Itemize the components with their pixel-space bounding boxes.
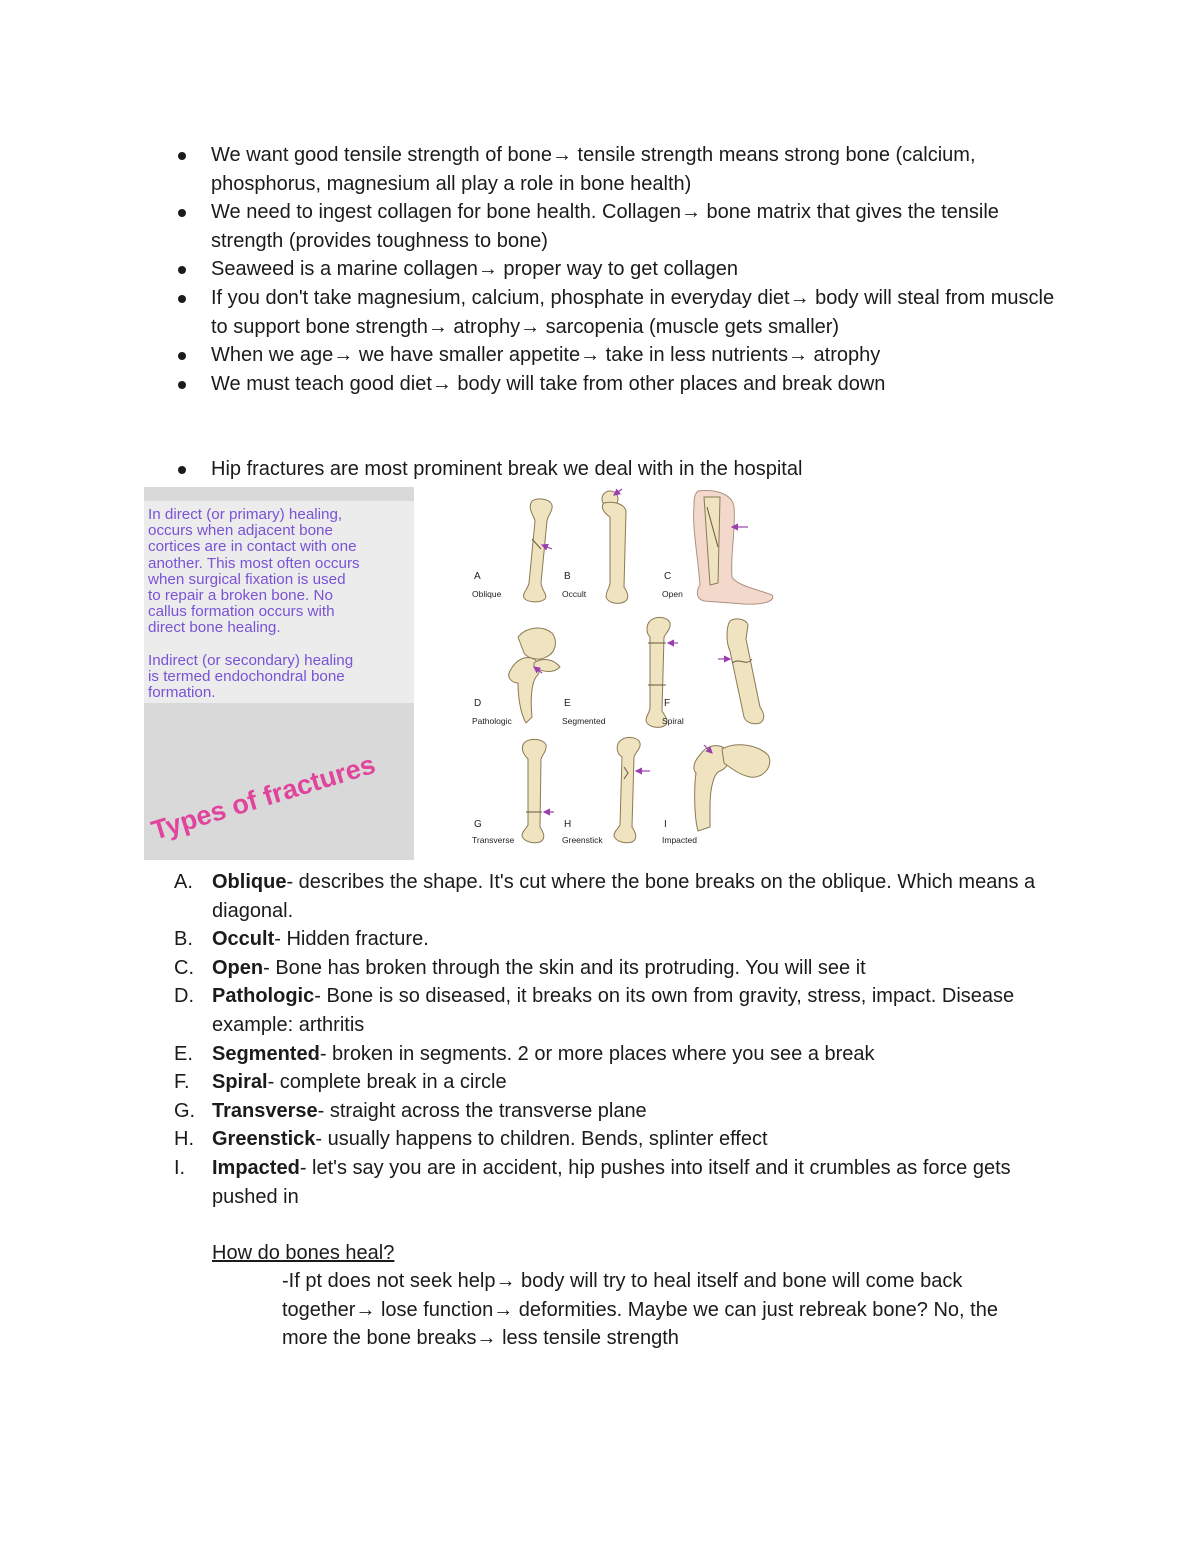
bone-caption-label: Impacted	[662, 835, 697, 845]
list-item	[178, 255, 1058, 284]
section-heading: How do bones heal?	[212, 1242, 395, 1264]
bullet-icon	[178, 209, 186, 217]
list-item	[174, 1154, 1054, 1211]
list-item	[178, 284, 1058, 341]
fracture-types-figure	[144, 487, 791, 860]
open-fracture-leg-icon	[694, 491, 773, 605]
definition: - broken in segments. 2 or more places where you see a break	[319, 1042, 875, 1065]
definition: - complete break in a circle	[267, 1071, 507, 1094]
term: Pathologic	[212, 985, 315, 1008]
hip-bullet-list	[178, 455, 1058, 484]
fracture-types-list	[174, 868, 1054, 1211]
bullet-icon	[178, 152, 186, 160]
bone-letter-label: F	[664, 698, 671, 709]
direct-healing-text: In direct (or primary) healing, occurs when adjacent bone cortices are in contact with one another. This most often occurs when surgical fixation is used to repair a broken bone. No callus formation occurs with direct bone healing.	[148, 506, 360, 637]
term: Impacted	[212, 1156, 300, 1179]
term: Oblique	[212, 871, 287, 893]
bone-caption-label: Segmented	[562, 716, 606, 726]
bone-caption-label: Transverse	[472, 835, 515, 845]
figure-title: Types of fractures	[148, 749, 379, 846]
figure-side-panel	[144, 487, 414, 860]
bullet-icon	[178, 266, 186, 274]
bone-letter-label: D	[474, 698, 482, 709]
list-marker: I.	[174, 1156, 186, 1179]
list-item	[174, 1068, 1054, 1097]
term: Occult	[212, 928, 275, 951]
definition: - describes the shape. It's cut where the bone breaks on the oblique. Which means a diagonal.	[212, 871, 1036, 922]
list-marker: A.	[174, 871, 193, 893]
definition: - Hidden fracture.	[274, 928, 429, 951]
list-item	[174, 868, 1054, 925]
bullet-text: We must teach good diet→ body will take from other places and break down	[211, 372, 886, 395]
bullet-text: We need to ingest collagen for bone health. Collagen→ bone matrix that gives the tensile strength (provides toughness to bone)	[211, 201, 999, 252]
bullet-text: Seaweed is a marine collagen→ proper way to get collagen	[211, 258, 738, 281]
term: Spiral	[212, 1071, 268, 1094]
list-marker: F.	[174, 1071, 190, 1094]
bone-caption-label: Spiral	[662, 716, 684, 726]
bullet-icon	[178, 381, 186, 389]
term: Segmented	[212, 1042, 320, 1065]
bone-letter-label: H	[564, 819, 572, 830]
bone-letter-label: I	[664, 819, 667, 830]
bone-letter-label: G	[474, 819, 482, 830]
term: Greenstick	[212, 1128, 316, 1151]
bullet-text: We want good tensile strength of bone→ tensile strength means strong bone (calcium, phosphorus, magnesium all play a role in bone health)	[211, 144, 976, 195]
segmented-bone-icon	[646, 617, 678, 727]
bullet-icon	[178, 466, 186, 474]
bone-letter-label: B	[564, 571, 571, 582]
list-item	[178, 370, 1058, 399]
spiral-bone-icon	[718, 619, 764, 724]
greenstick-bone-icon	[614, 737, 650, 842]
occult-bone-icon	[602, 489, 628, 603]
bone-caption-label: Greenstick	[562, 835, 603, 845]
indirect-healing-text: Indirect (or secondary) healing is termed endochondral bone formation.	[148, 652, 354, 702]
term: Open	[212, 956, 264, 979]
bullet-text: When we age→ we have smaller appetite→ take in less nutrients→ atrophy	[211, 344, 881, 367]
term: Transverse	[212, 1099, 318, 1122]
list-marker: H.	[174, 1128, 194, 1151]
list-item	[178, 455, 1058, 484]
bullet-text: If you don't take magnesium, calcium, phosphate in everyday diet→ body will steal from muscle to support bone strength→ atrophy→ sarcopenia (muscle gets smaller)	[211, 286, 1055, 338]
list-marker: C.	[174, 956, 194, 979]
bone-caption-label: Occult	[562, 589, 587, 599]
bone-caption-label: Oblique	[472, 589, 502, 599]
definition: - Bone has broken through the skin and its protruding. You will see it	[263, 956, 866, 979]
list-item	[174, 925, 1054, 954]
transverse-bone-icon	[522, 739, 554, 842]
definition: - let's say you are in accident, hip pushes into itself and it crumbles as force gets pushed in	[212, 1156, 1011, 1208]
definition: - Bone is so diseased, it breaks on its own from gravity, stress, impact. Disease example: arthritis	[212, 985, 1015, 1036]
bullet-list	[178, 141, 1058, 398]
bone-caption-label: Open	[662, 589, 683, 599]
list-item	[174, 1040, 1054, 1069]
list-item	[174, 954, 1054, 983]
list-item	[178, 341, 1058, 370]
list-marker: D.	[174, 985, 194, 1008]
bone-letter-label: C	[664, 571, 672, 582]
definition: - usually happens to children. Bends, splinter effect	[315, 1128, 768, 1151]
list-item	[174, 1125, 1054, 1154]
list-item	[174, 982, 1054, 1039]
list-item	[174, 1097, 1054, 1126]
bone-letter-label: E	[564, 698, 571, 709]
section-body: -If pt does not seek help→ body will try to heal itself and bone will come back together→ lose function→ deformities. Maybe we can just rebreak bone? No, the more the bone breaks→ less tensile strength	[282, 1270, 998, 1350]
bone-caption-label: Pathologic	[472, 716, 512, 726]
list-marker: E.	[174, 1042, 193, 1065]
bullet-icon	[178, 295, 186, 303]
pathologic-hip-icon	[509, 628, 560, 723]
bullet-text: Hip fractures are most prominent break we deal with in the hospital	[211, 458, 803, 480]
impacted-hip-icon	[694, 745, 770, 831]
list-marker: B.	[174, 928, 193, 951]
list-marker: G.	[174, 1099, 196, 1122]
bone-letter-label: A	[474, 571, 481, 582]
oblique-bone-icon	[524, 499, 553, 602]
bullet-icon	[178, 352, 186, 360]
definition: - straight across the transverse plane	[317, 1099, 647, 1122]
list-item	[178, 141, 1058, 198]
fracture-illustrations	[414, 487, 791, 860]
list-item	[178, 198, 1058, 255]
bone-label-layer	[472, 571, 697, 845]
